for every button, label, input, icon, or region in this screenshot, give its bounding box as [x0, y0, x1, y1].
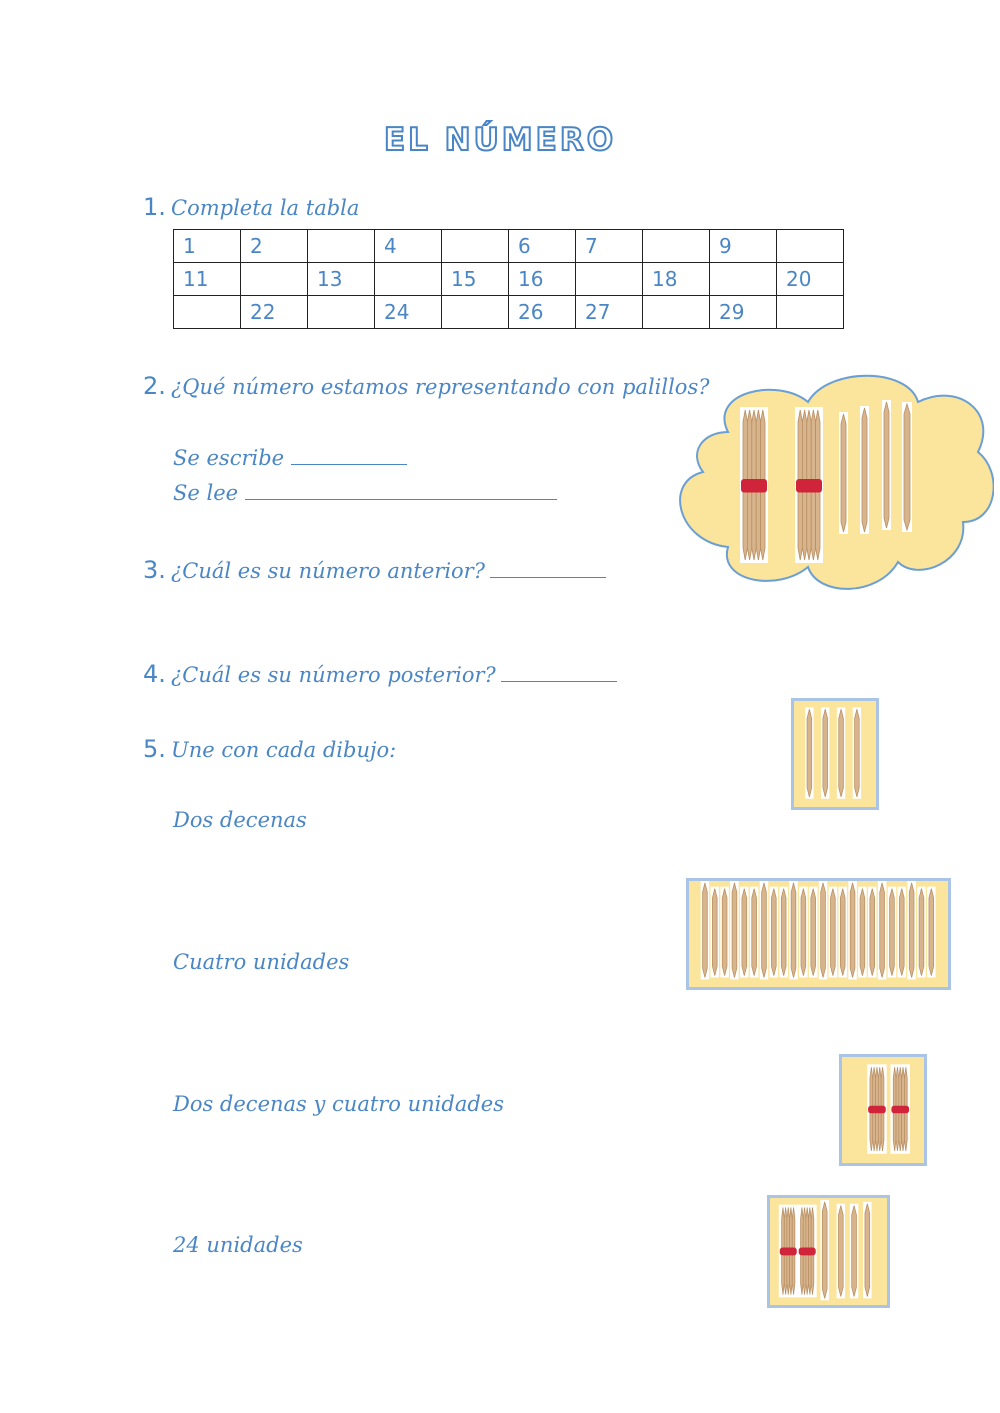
table-cell: 15 — [442, 263, 509, 296]
question-3 — [143, 556, 606, 584]
table-cell: 7 — [576, 230, 643, 263]
toothpick — [811, 889, 816, 976]
se-escribe-answer-line[interactable] — [291, 446, 407, 465]
card-two-bundles[interactable] — [839, 1054, 927, 1166]
toothpick — [823, 709, 828, 797]
toothpick — [822, 1202, 827, 1299]
table-cell: 18 — [643, 263, 710, 296]
question-number: 5. — [143, 735, 166, 763]
table-cell-blank[interactable] — [643, 230, 710, 263]
toothpick — [801, 889, 806, 976]
question-2 — [143, 372, 709, 400]
toothpick — [762, 883, 767, 978]
table-cell: 2 — [241, 230, 308, 263]
toothpick — [862, 408, 867, 532]
toothpick — [880, 883, 885, 978]
question-number: 4. — [143, 660, 166, 688]
card-two-bundles-four-sticks[interactable] — [767, 1195, 890, 1308]
toothpick — [791, 883, 796, 978]
table-cell-blank[interactable] — [308, 296, 375, 329]
toothpick — [839, 709, 844, 797]
table-cell: 16 — [509, 263, 576, 296]
cloud-sticks-image — [668, 362, 994, 602]
toothpick — [855, 709, 860, 797]
posterior-answer-line[interactable] — [501, 663, 617, 682]
table-cell-blank[interactable] — [308, 230, 375, 263]
toothpick — [703, 883, 708, 978]
match-option-cuatro-unidades[interactable]: Cuatro unidades — [173, 950, 350, 974]
table-cell-blank[interactable] — [442, 230, 509, 263]
table-cell: 9 — [710, 230, 777, 263]
question-5 — [143, 735, 396, 763]
table-cell-blank[interactable] — [710, 263, 777, 296]
se-lee-answer-line[interactable] — [245, 481, 557, 500]
table-cell: 24 — [375, 296, 442, 329]
toothpick — [771, 889, 776, 976]
toothpick — [722, 889, 727, 976]
table-cell-blank[interactable] — [375, 263, 442, 296]
toothpick — [838, 1206, 843, 1297]
match-option-dos-decenas-cuatro-unidades[interactable]: Dos decenas y cuatro unidades — [173, 1092, 505, 1116]
question-text: Une con cada dibujo: — [171, 738, 397, 762]
toothpick — [841, 414, 846, 532]
table-cell: 29 — [710, 296, 777, 329]
toothpick — [852, 1206, 857, 1297]
toothpick — [712, 889, 717, 976]
question-number: 1. — [143, 193, 166, 221]
toothpick — [865, 1204, 870, 1297]
table-cell-blank[interactable] — [777, 230, 844, 263]
table-cell-blank[interactable] — [174, 296, 241, 329]
se-lee-row — [173, 481, 557, 505]
toothpick — [781, 889, 786, 976]
toothpick — [850, 883, 855, 978]
toothpick — [821, 883, 826, 978]
toothpick — [909, 883, 914, 978]
table-row — [174, 263, 844, 296]
se-escribe-label: Se escribe — [173, 446, 285, 470]
table-cell: 1 — [174, 230, 241, 263]
question-text: Completa la tabla — [171, 196, 360, 220]
toothpick — [742, 889, 747, 976]
table-cell-blank[interactable] — [643, 296, 710, 329]
question-1 — [143, 193, 359, 221]
question-text: ¿Qué número estamos representando con palillos? — [171, 375, 710, 399]
rubber-band — [868, 1106, 886, 1114]
table-cell: 13 — [308, 263, 375, 296]
question-text: ¿Cuál es su número posterior? — [171, 663, 496, 687]
table-cell: 26 — [509, 296, 576, 329]
toothpick — [929, 889, 934, 976]
toothpick — [890, 889, 895, 976]
toothpick — [919, 889, 924, 976]
rubber-band — [891, 1106, 909, 1114]
card-four-sticks[interactable] — [791, 698, 879, 810]
table-cell-blank[interactable] — [442, 296, 509, 329]
rubber-band — [796, 479, 822, 493]
table-cell: 11 — [174, 263, 241, 296]
match-option-24-unidades[interactable]: 24 unidades — [173, 1233, 303, 1257]
table-cell: 27 — [576, 296, 643, 329]
table-cell-blank[interactable] — [576, 263, 643, 296]
table-row — [174, 296, 844, 329]
toothpick — [732, 883, 737, 978]
question-number: 2. — [143, 372, 166, 400]
question-number: 3. — [143, 556, 166, 584]
rubber-band — [741, 479, 767, 493]
anterior-answer-line[interactable] — [490, 559, 606, 578]
se-escribe-row — [173, 446, 407, 470]
toothpick — [899, 889, 904, 976]
question-4 — [143, 660, 617, 688]
table-row — [174, 230, 844, 263]
number-table — [173, 229, 844, 329]
toothpick — [870, 889, 875, 976]
table-cell-blank[interactable] — [777, 296, 844, 329]
toothpick — [904, 404, 910, 530]
rubber-band — [780, 1248, 797, 1256]
table-cell: 22 — [241, 296, 308, 329]
cloud-shape — [680, 376, 994, 589]
table-cell: 20 — [777, 263, 844, 296]
toothpick — [807, 709, 812, 797]
question-text: ¿Cuál es su número anterior? — [171, 559, 485, 583]
toothpick — [831, 889, 836, 976]
toothpick — [840, 889, 845, 976]
page-title: EL NÚMERO — [383, 122, 617, 158]
rubber-band — [799, 1248, 816, 1256]
toothpick — [752, 889, 757, 976]
table-cell: 6 — [509, 230, 576, 263]
toothpick — [884, 402, 889, 528]
match-option-dos-decenas[interactable]: Dos decenas — [173, 808, 307, 832]
table-cell-blank[interactable] — [241, 263, 308, 296]
toothpick — [860, 889, 865, 976]
card-twenty-four-sticks[interactable] — [686, 878, 951, 990]
table-cell: 4 — [375, 230, 442, 263]
se-lee-label: Se lee — [173, 481, 239, 505]
